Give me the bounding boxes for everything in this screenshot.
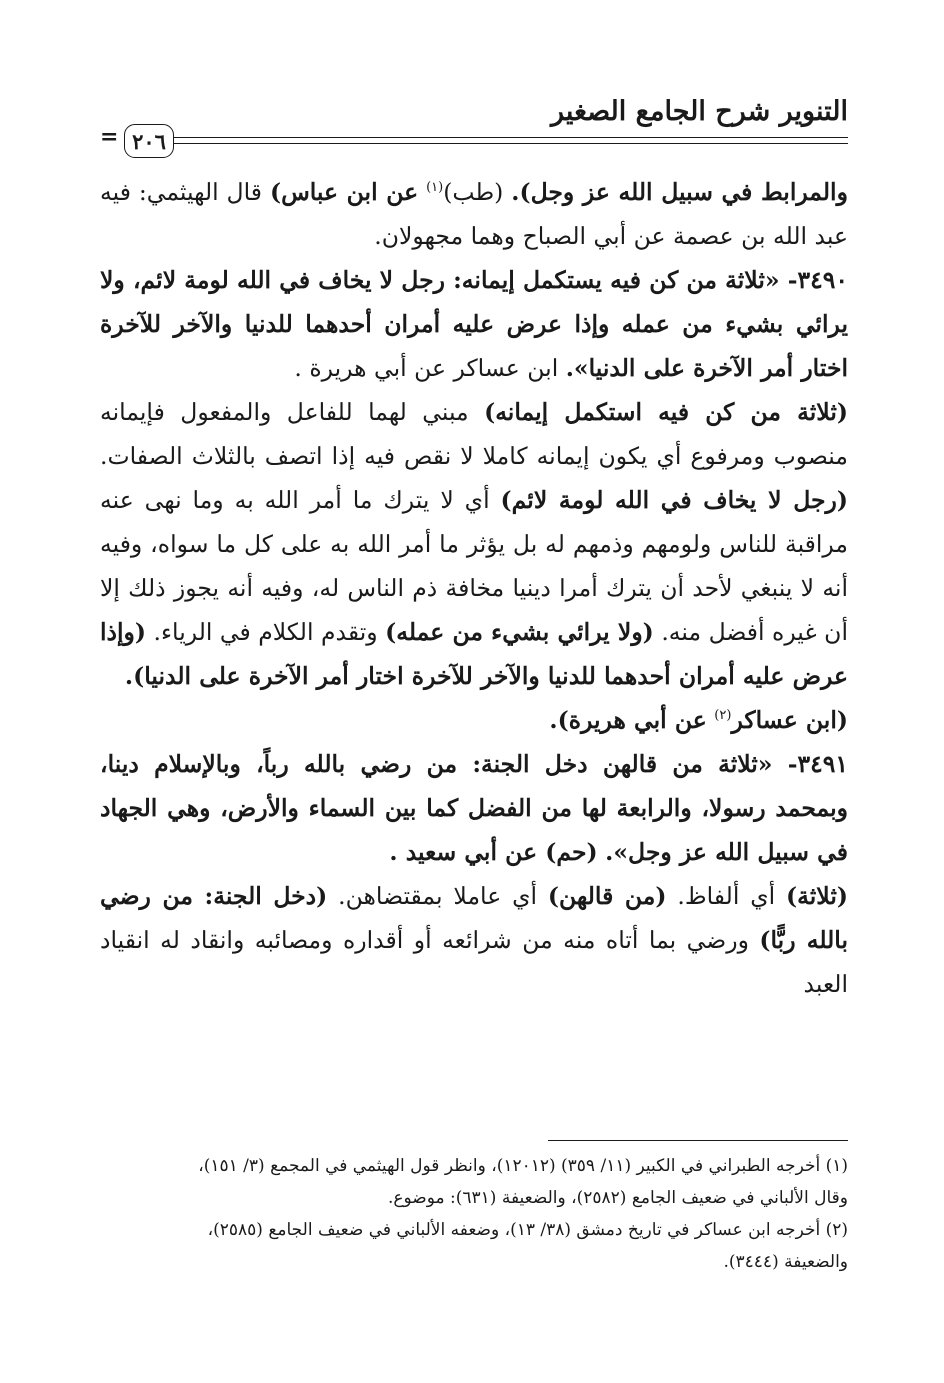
quoted-phrase: (ولا يرائي بشيء من عمله) — [385, 618, 654, 646]
footnote-ref-1: (١) — [426, 180, 444, 196]
footnote-separator — [548, 1140, 848, 1141]
commentary-3490 — [100, 390, 848, 742]
quoted-phrase: (ثلاثة من كن فيه استكمل إيمانه) — [484, 398, 848, 426]
page-number: ٢٠٦ — [124, 124, 174, 158]
hadith-text: ٣٤٩٠- «ثلاثة من كن فيه يستكمل إيمانه: رجل لا يخاف في الله لومة لائم، ولا يرائي بشيء من عمله وإذا عرض عليه أمران أحدهما للدنيا والآخر للآخرة اختار أمر الآخرة على الدنيا». — [100, 266, 848, 382]
footnote-line: والضعيفة (٣٤٤٤). — [723, 1252, 848, 1272]
running-title: التنوير شرح الجامع الصغير — [551, 96, 848, 127]
quoted-phrase: (دخل الجنة: من رضي بالله ربًّا) — [100, 882, 848, 954]
header-rule-bottom — [172, 143, 848, 144]
quoted-phrase: (ثلاثة) — [786, 882, 848, 910]
text-fragment: (طب) — [443, 178, 504, 206]
header-rule-top — [172, 137, 848, 138]
commentary-text: أي عاملا بمقتضاهن. — [338, 882, 538, 910]
commentary-text: مبني لهما للفاعل والمفعول فإيمانه منصوب ومرفوع أي يكون إيمانه كاملا لا نقص فيه إذا اتصف بالثلاث الصفات. — [100, 398, 848, 470]
quoted-phrase: عن أبي هريرة). — [549, 706, 707, 734]
hadith-3491 — [100, 742, 848, 874]
commentary-3491 — [100, 874, 848, 1006]
paragraph-intro — [100, 170, 848, 258]
commentary-text: أي ألفاظ. — [677, 882, 776, 910]
page-number-mark: = — [100, 124, 119, 150]
hadith-source: ابن عساكر عن أبي هريرة . — [294, 354, 559, 382]
footnote-line: (٢) أخرجه ابن عساكر في تاريخ دمشق (٣٨/ ١٣)، وضعفه الألباني في ضعيف الجامع (٢٥٨٥)، — [207, 1220, 848, 1240]
main-text — [100, 170, 848, 1006]
quoted-phrase: (رجل لا يخاف في الله لومة لائم) — [500, 486, 848, 514]
text-fragment: عن ابن عباس) — [269, 178, 419, 206]
commentary-text: أي لا يترك ما أمر الله به وما نهى عنه مراقبة للناس ولومهم وذمهم له بل يؤثر ما أمر الله به على كل ما سواه، وفيه أنه لا ينبغي لأحد أن يترك أمرا دينيا مخافة ذم الناس له، وفيه أنه يجوز ذلك إلا أن غيره أفضل منه. — [100, 486, 848, 646]
footnote-line: وقال الألباني في ضعيف الجامع (٢٥٨٢)، والضعيفة (٦٣١): موضوع. — [387, 1188, 848, 1208]
hadith-3490 — [100, 258, 848, 390]
hadith-text: ٣٤٩١- «ثلاثة من قالهن دخل الجنة: من رضي بالله رباً، وبالإسلام دينا، وبمحمد رسولا، والرابعة لها من الفضل كما بين السماء والأرض، وهي الجهاد في سبيل الله عز وجل». — [100, 750, 848, 866]
commentary-text: ورضي بما أتاه منه من شرائعه أو أقداره ومصائبه وانقاد له انقياد العبد — [100, 926, 848, 998]
text-fragment: قال الهيثمي: فيه عبد الله بن عصمة عن أبي الصباح وهما مجهولان. — [100, 178, 848, 250]
page-header — [100, 92, 848, 158]
quoted-phrase: (من قالهن) — [547, 882, 667, 910]
hadith-source: (حم) عن أبي سعيد . — [389, 838, 598, 866]
quoted-phrase: (وإذا عرض عليه أمران أحدهما للدنيا والآخر للآخرة اختار أمر الآخرة على الدنيا). — [100, 618, 848, 690]
quoted-phrase: (ابن عساكر — [731, 706, 848, 734]
footnotes — [100, 1150, 848, 1278]
footnote-2 — [100, 1214, 848, 1278]
footnote-ref-2: (٢) — [714, 708, 732, 724]
footnote-1 — [100, 1150, 848, 1214]
footnote-line: (١) أخرجه الطبراني في الكبير (١١/ ٣٥٩) (١٢٠١٢)، وانظر قول الهيثمي في المجمع (٣/ ١٥١)، — [198, 1156, 848, 1176]
text-fragment: والمرابط في سبيل الله عز وجل). — [511, 178, 848, 206]
commentary-text: وتقدم الكلام في الرياء. — [153, 618, 378, 646]
